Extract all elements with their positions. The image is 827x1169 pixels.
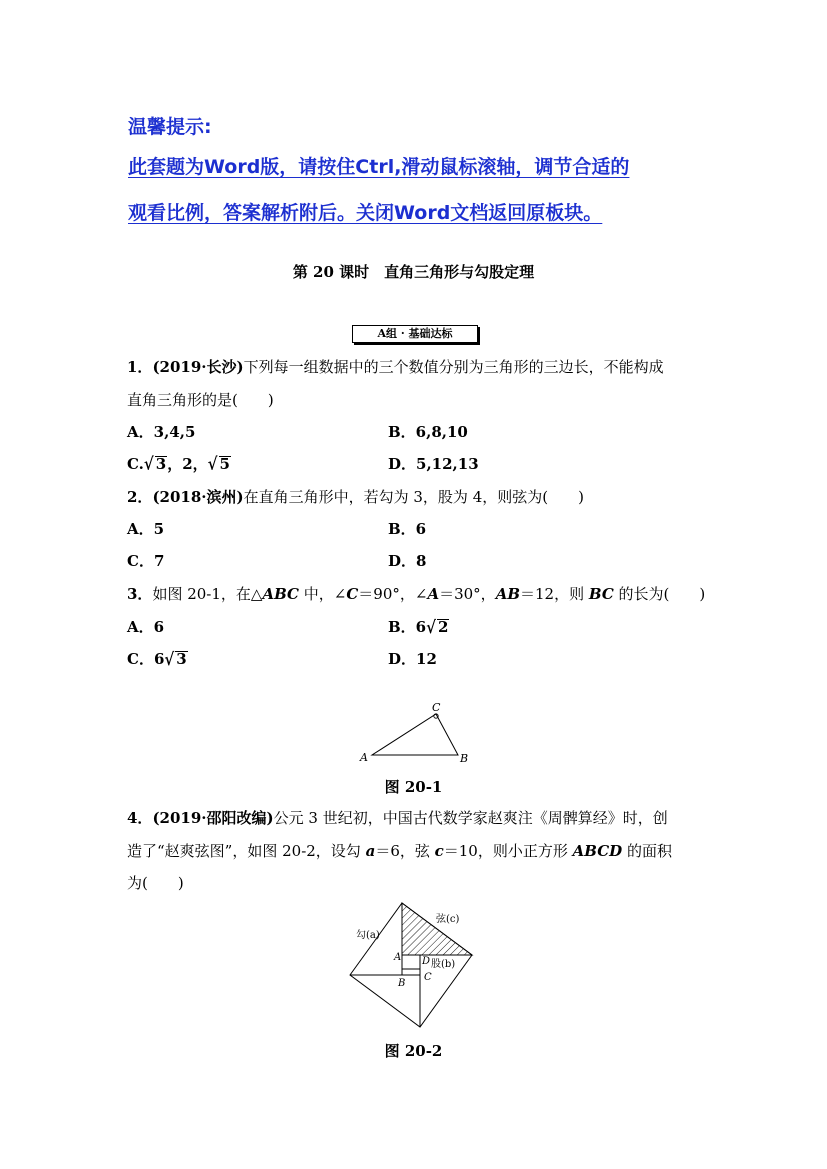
q3-stem-e: ＝12，则 <box>520 585 589 603</box>
small-square-abcd <box>402 955 420 975</box>
q3-stem-c: ＝90°，∠ <box>358 585 428 603</box>
q1-stem-1: 下列每一组数据中的三个数值分别为三角形的三边长，不能构成 <box>243 358 664 376</box>
q3-number: 3． <box>127 585 153 603</box>
q1-option-c-radicand-1: 3 <box>155 455 167 473</box>
sqrt-icon: √ <box>143 453 154 475</box>
tip-heading: 温馨提示: <box>128 116 212 138</box>
q4-stem-2d: 的面积 <box>622 842 672 860</box>
q2-source: (2018·滨州) <box>152 488 244 506</box>
q2-line <box>127 486 584 507</box>
fig2-label-b: B <box>398 978 406 989</box>
q4-c: c <box>434 842 444 860</box>
q4-a: a <box>365 842 376 860</box>
q4-abcd: ABCD <box>572 842 623 860</box>
q3-ab: AB <box>495 585 521 603</box>
q3-abc: ABC <box>262 585 299 603</box>
q4-stem-1: 公元 3 世纪初，中国古代数学家赵爽注《周髀算经》时，创 <box>273 809 668 827</box>
q3-option-a: A．6 <box>127 618 165 636</box>
q3-option-b <box>388 616 449 637</box>
q2-number: 2． <box>127 488 153 506</box>
sqrt-icon: √ <box>164 648 175 670</box>
figure-20-1 <box>350 700 480 770</box>
q4-source: (2019·邵阳改编) <box>152 809 274 827</box>
lesson-title: 第 20 课时 直角三角形与勾股定理 <box>292 263 535 281</box>
q1-option-d: D．5,12,13 <box>388 455 479 473</box>
fig1-label-b: B <box>460 752 469 765</box>
q1-option-c-prefix: C. <box>127 455 144 473</box>
triangle-abc <box>372 714 458 755</box>
q1-option-c-mid: ，2， <box>167 455 208 473</box>
q3-option-b-prefix: B．6 <box>388 618 427 636</box>
fig2-label-xian: 弦(c) <box>436 914 460 925</box>
q3-option-c-radicand: 3 <box>176 650 187 668</box>
q3-stem-a: 如图 20-1，在△ <box>152 585 263 603</box>
section-badge: A组 · 基础达标 <box>352 325 478 343</box>
hatched-triangle <box>402 903 472 955</box>
q3-stem-f: 的长为( ) <box>613 585 706 603</box>
q1-option-b: B．6,8,10 <box>388 423 468 441</box>
q4-stem-3: 为( ) <box>127 874 184 892</box>
fig2-label-d: D <box>422 956 431 967</box>
q1-option-c-radicand-2: 5 <box>219 455 230 473</box>
q3-bc: BC <box>588 585 614 603</box>
fig2-label-c: C <box>424 972 432 983</box>
fig2-label-gu: 股(b) <box>431 959 456 970</box>
q3-a: A <box>427 585 440 603</box>
q3-option-d: D．12 <box>388 650 437 668</box>
figure-20-2-caption: 图 20-2 <box>384 1042 443 1060</box>
q2-stem: 在直角三角形中，若勾为 3，股为 4，则弦为( ) <box>243 488 584 506</box>
q3-stem-b: 中，∠ <box>299 585 347 603</box>
q1-stem-2: 直角三角形的是( ) <box>127 391 274 409</box>
q4-number: 4． <box>127 809 153 827</box>
figure-20-2 <box>340 895 510 1035</box>
q3-option-c-prefix: C．6 <box>127 650 165 668</box>
q1-option-c <box>127 453 231 474</box>
q3-stem-d: ＝30°， <box>439 585 496 603</box>
figure-20-1-caption: 图 20-1 <box>384 778 443 796</box>
q1-source: (2019·长沙) <box>152 358 244 376</box>
q1-number: 1． <box>127 358 153 376</box>
sqrt-icon: √ <box>207 453 218 475</box>
q3-option-b-radicand: 2 <box>437 618 449 636</box>
q2-option-c: C．7 <box>127 552 165 570</box>
q4-stem-2b: ＝6，弦 <box>375 842 435 860</box>
fig2-label-a: A <box>394 952 402 963</box>
q3-c: C <box>346 585 359 603</box>
tip-line-1: 此套题为Word版，请按住Ctrl,滑动鼠标滚轴，调节合适的 <box>128 156 630 178</box>
q3-option-c <box>127 648 188 669</box>
q2-option-b: B．6 <box>388 520 427 538</box>
q4-line-1 <box>127 807 668 828</box>
sqrt-icon: √ <box>426 616 436 638</box>
q2-option-d: D．8 <box>388 552 427 570</box>
fig1-label-a: A <box>360 751 368 764</box>
fig1-label-c: C <box>432 701 441 714</box>
q4-stem-2a: 造了“赵爽弦图”，如图 20-2，设勾 <box>127 842 366 860</box>
fig2-label-gou: 勾(a) <box>356 930 380 941</box>
q4-line-2 <box>127 840 672 861</box>
q2-option-a: A．5 <box>127 520 165 538</box>
q4-stem-2c: ＝10，则小正方形 <box>443 842 573 860</box>
q1-line-1 <box>127 356 664 377</box>
tip-line-2: 观看比例，答案解析附后。关闭Word文档返回原板块。 <box>128 202 603 224</box>
q1-option-a: A．3,4,5 <box>127 423 196 441</box>
q3-line <box>127 583 705 604</box>
